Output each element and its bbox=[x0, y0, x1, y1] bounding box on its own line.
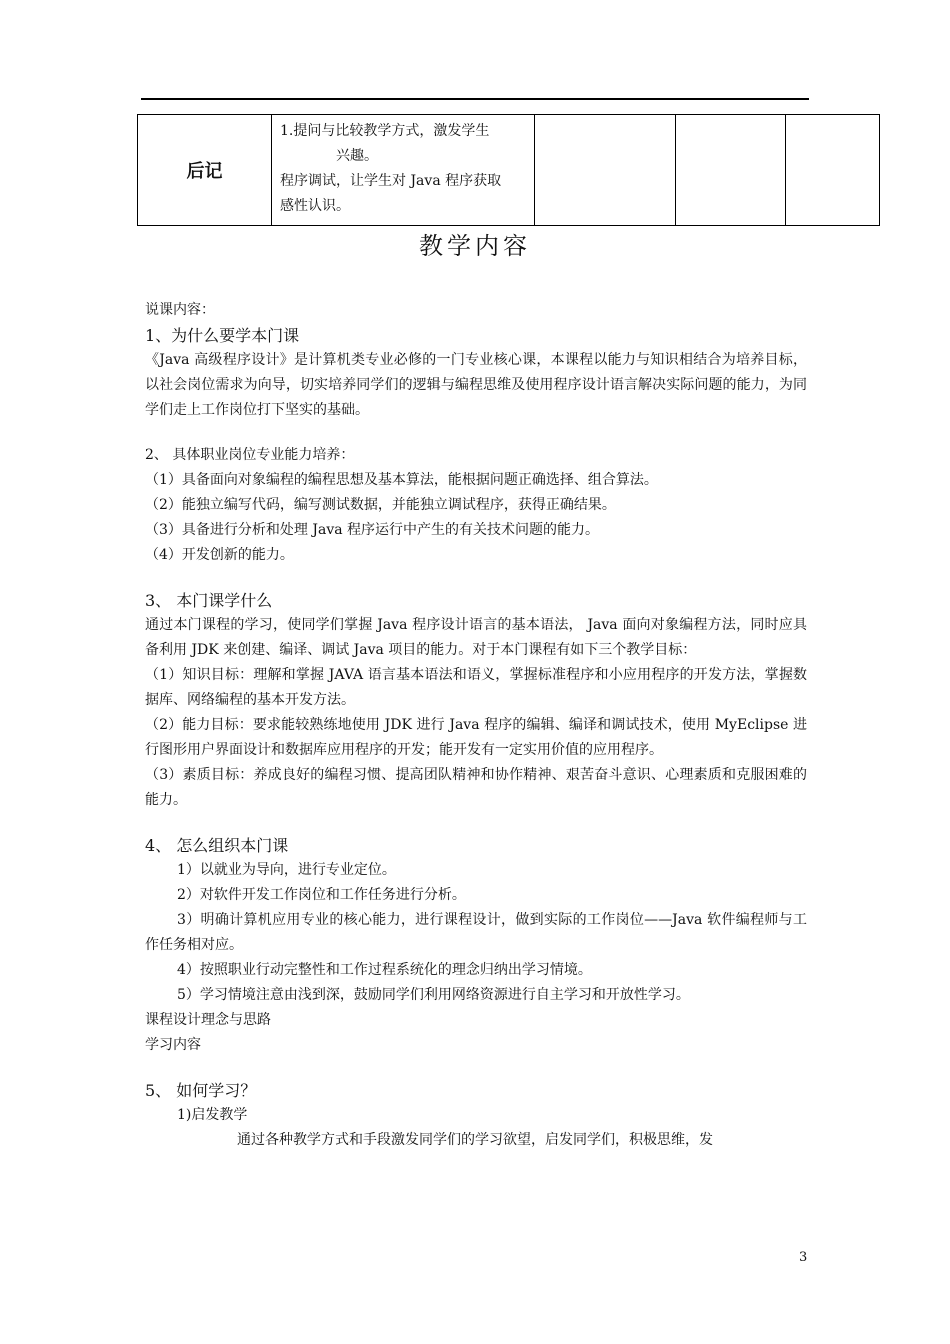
afterword-table bbox=[137, 114, 880, 226]
section-4-note: 课程设计理念与思路 bbox=[145, 1012, 271, 1028]
section-4-item: 2）对软件开发工作岗位和工作任务进行分析。 bbox=[177, 887, 466, 903]
section-3-item: （3）素质目标：养成良好的编程习惯、提高团队精神和协作精神、艰苦奋斗意识、心理素质和克服困难的能力。 bbox=[145, 767, 807, 808]
intro-label: 说课内容： bbox=[145, 302, 215, 318]
header-rule bbox=[141, 98, 809, 100]
section-4-item: 5）学习情境注意由浅到深，鼓励同学们利用网络资源进行自主学习和开放性学习。 bbox=[177, 987, 690, 1003]
empty-cell bbox=[676, 115, 786, 226]
page-title: 教学内容 bbox=[419, 232, 531, 260]
section-4-note: 学习内容 bbox=[145, 1037, 201, 1053]
section-2-item: （4）开发创新的能力。 bbox=[145, 547, 294, 563]
section-4-item: 4）按照职业行动完整性和工作过程系统化的理念归纳出学习情境。 bbox=[177, 962, 592, 978]
section-5-text: 通过各种教学方式和手段激发同学们的学习欲望，启发同学们，积极思维，发 bbox=[237, 1132, 713, 1148]
section-1-heading: 1、为什么要学本门课 bbox=[145, 326, 300, 345]
section-5-subheading: 1)启发教学 bbox=[177, 1107, 248, 1123]
section-4-heading: 4、 怎么组织本门课 bbox=[145, 836, 289, 855]
section-3-item: （2）能力目标：要求能较熟练地使用 JDK 进行 Java 程序的编辑、编译和调试技术，使用 MyEclipse 进行图形用户界面设计和数据库应用程序的开发；能开发有一定实用价值的应用程序。 bbox=[145, 717, 807, 758]
afterword-line-4: 感性认识。 bbox=[280, 198, 350, 214]
section-2-item: （2）能独立编写代码，编写测试数据，并能独立调试程序，获得正确结果。 bbox=[145, 497, 616, 513]
document-body bbox=[145, 298, 807, 1153]
empty-cell bbox=[535, 115, 676, 226]
page-number: 3 bbox=[799, 1250, 808, 1265]
section-4-item: 3）明确计算机应用专业的核心能力，进行课程设计，做到实际的工作岗位——Java 软件编程师与工作任务相对应。 bbox=[145, 912, 807, 953]
section-3-item: （1）知识目标：理解和掌握 JAVA 语言基本语法和语义，掌握标准程序和小应用程序的开发方法，掌握数据库、网络编程的基本开发方法。 bbox=[145, 667, 807, 708]
afterword-content bbox=[272, 115, 535, 226]
section-3-heading: 3、 本门课学什么 bbox=[145, 591, 273, 610]
empty-cell bbox=[786, 115, 880, 226]
section-2-item: （3）具备进行分析和处理 Java 程序运行中产生的有关技术问题的能力。 bbox=[145, 522, 600, 538]
section-4-item: 1）以就业为导向，进行专业定位。 bbox=[177, 862, 396, 878]
afterword-line-3: 程序调试，让学生对 Java 程序获取 bbox=[280, 173, 502, 189]
section-2-heading: 2、 具体职业岗位专业能力培养： bbox=[145, 447, 355, 463]
afterword-label: 后记 bbox=[138, 115, 272, 226]
section-3-text: 通过本门课程的学习，使同学们掌握 Java 程序设计语言的基本语法， Java 面向对象编程方法，同时应具备利用 JDK 来创建、编译、调试 Java 项目的能力。对于本门课程有如下三个教学目标： bbox=[145, 617, 807, 658]
afterword-line-2: 兴趣。 bbox=[336, 148, 378, 164]
section-5-heading: 5、 如何学习？ bbox=[145, 1081, 257, 1100]
section-2-item: （1）具备面向对象编程的编程思想及基本算法，能根据问题正确选择、组合算法。 bbox=[145, 472, 658, 488]
afterword-line-1: 1.提问与比较教学方式，激发学生 bbox=[280, 123, 490, 139]
section-1-text: 《Java 高级程序设计》是计算机类专业必修的一门专业核心课，本课程以能力与知识相结合为培养目标，以社会岗位需求为向导，切实培养同学们的逻辑与编程思维及使用程序设计语言解决实际问题的能力，为同学们走上工作岗位打下坚实的基础。 bbox=[145, 352, 807, 418]
